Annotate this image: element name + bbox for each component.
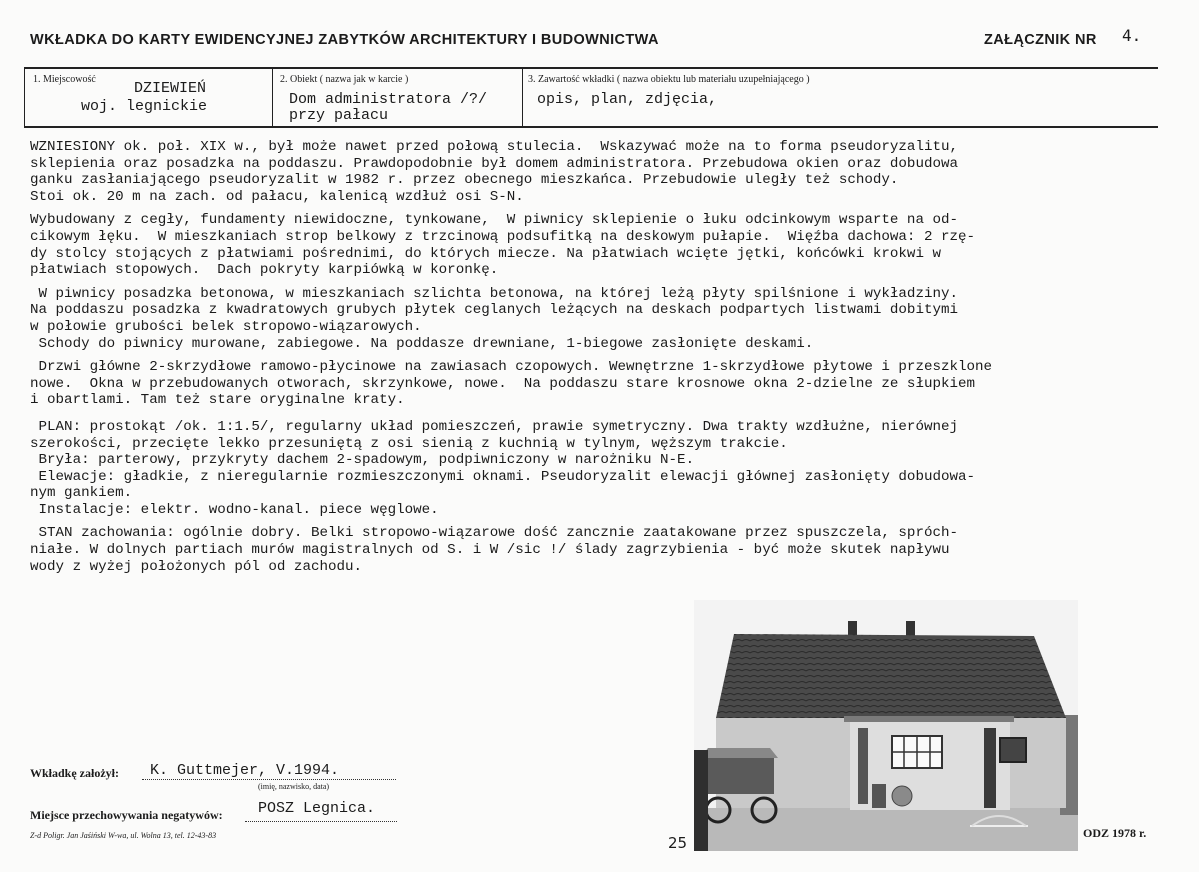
- body-line: w połowie grubości belek stropowo-wiązarowych.: [30, 318, 422, 335]
- body-line: i obartlami. Tam też stare oryginalne kraty.: [30, 392, 405, 409]
- storage-dotted-line: [245, 821, 397, 822]
- printer-imprint: Z-d Poligr. Jan Jaśiński W-wa, ul. Wolna 13, tel. 12-43-83: [30, 831, 217, 840]
- body-line: Bryła: parterowy, przykryty dachem 2-spadowym, podpiwniczony w narożniku N-E.: [30, 452, 695, 469]
- mid-rule: [24, 126, 1158, 128]
- house-photo-image: [694, 600, 1078, 851]
- body-line: Wybudowany z cegły, fundamenty niewidoczne, tynkowane, W piwnicy sklepienie o łuku odcinkowym wsparte na od-: [30, 212, 959, 229]
- created-value: K. Guttmejer, V.1994.: [150, 762, 340, 779]
- divider-1: [272, 67, 273, 128]
- body-line: PLAN: prostokąt /ok. 1:1.5/, regularny układ pomieszczeń, prawie symetryczny. Dwa trakty wzdłużne, nierównej: [30, 418, 959, 435]
- body-line: W piwnicy posadzka betonowa, w mieszkaniach szlichta betonowa, na której leżą płyty spilśnione i wykładziny.: [30, 285, 959, 302]
- body-line: dy stolcy stojących z płatwiami pośrednimi, do których miecze. Na płatwiach wcięte jętki, końcówki krokwi w: [30, 245, 941, 262]
- contents-label: 3. Zawartość wkładki ( nazwa obiektu lub materiału uzupełniającego ): [528, 74, 810, 85]
- top-rule: [24, 67, 1158, 69]
- description-body: [30, 139, 1190, 575]
- body-line: Stoi ok. 20 m na zach. od pałacu, kalenicą wzdłuż osi S-N.: [30, 188, 524, 205]
- body-line: cikowym łęku. W mieszkaniach strop belkowy z trzcinową podsufitką na deskowym pułapie. Więźba dachowa: 2 rzę-: [30, 228, 976, 245]
- object-line-1: Dom administratora /?/: [289, 91, 488, 108]
- contents-value: opis, plan, zdjęcia,: [537, 91, 718, 108]
- body-line: Elewacje: gładkie, z nieregularnie rozmieszczonymi oknami. Pseudoryzalit elewacji głównej zasłonięty dobudowa-: [30, 468, 976, 485]
- card-title: WKŁADKA DO KARTY EWIDENCYJNEJ ZABYTKÓW ARCHITEKTURY I BUDOWNICTWA: [30, 32, 659, 48]
- storage-value: POSZ Legnica.: [258, 800, 376, 817]
- created-hint: (imię, nazwisko, data): [258, 782, 330, 791]
- object-line-2: przy pałacu: [289, 107, 389, 124]
- body-line: STAN zachowania: ogólnie dobry. Belki stropowo-wiązarowe dość zancznie zaatakowane przez spuszczela, spróch-: [30, 525, 959, 542]
- body-line: ganku zasłaniającego pseudoryzalit w 1982 r. przez obecnego mieszkańca. Przebudowie uległy też schody.: [30, 172, 899, 189]
- annex-number: 4.: [1122, 26, 1142, 45]
- body-line: nowe. Okna w przebudowanych otworach, skrzynkowe, nowe. Na poddaszu stare krosnowe okna 2-dzielne ze słupkiem: [30, 375, 976, 392]
- divider-2: [522, 67, 523, 128]
- photo-credit: ODZ 1978 r.: [1083, 826, 1147, 840]
- voivodeship: woj. legnickie: [81, 98, 208, 115]
- house-photo: [694, 600, 1078, 851]
- body-line: Drzwi główne 2-skrzydłowe ramowo-płycinowe na zawiasach czopowych. Wewnętrzne 1-skrzydłowe płytowe i przeszklone: [30, 359, 993, 376]
- body-line: Instalacje: elektr. wodno-kanal. piece węglowe.: [30, 501, 439, 518]
- body-line: niałe. W dolnych partiach murów magistralnych od S. i W /sic !/ ślady zagrzybienia - być może skutek napływu: [30, 542, 950, 559]
- body-line: szerokości, przecięte lekko przesuniętą z osi sienią z kuchnią w tylnym, węższym trakcie.: [30, 435, 788, 452]
- body-line: wody z wyżej położonych pól od zachodu.: [30, 558, 363, 575]
- left-border: [24, 67, 25, 128]
- body-line: sklepienia oraz posadzka na poddaszu. Prawdopodobnie był domem administratora. Przebudowa okien oraz dobudowa: [30, 155, 959, 172]
- body-line: Schody do piwnicy murowane, zabiegowe. Na poddasze drewniane, 1-biegowe zasłonięte deskami.: [30, 335, 814, 352]
- created-label: Wkładkę założył:: [30, 766, 119, 780]
- page-number: 25: [668, 834, 688, 852]
- body-line: WZNIESIONY ok. poł. XIX w., był może nawet przed połową stulecia. Wskazywać może na to forma pseudoryzalitu,: [30, 139, 959, 155]
- object-label: 2. Obiekt ( nazwa jak w karcie ): [280, 74, 409, 85]
- locality-label: 1. Miejscowość: [33, 74, 96, 85]
- storage-label: Miejsce przechowywania negatywów:: [30, 808, 223, 822]
- locality-name: DZIEWIEŃ: [134, 80, 207, 97]
- body-line: płatwiach stopowych. Dach pokryty karpiówką w koronkę.: [30, 262, 499, 279]
- annex-label: ZAŁĄCZNIK NR: [984, 32, 1097, 48]
- body-line: nym gankiem.: [30, 485, 133, 502]
- created-dotted-line: [142, 779, 396, 780]
- body-line: Na poddaszu posadzka z kwadratowych grubych płytek ceglanych leżących na deskach podpartych listwami dobitymi: [30, 302, 959, 319]
